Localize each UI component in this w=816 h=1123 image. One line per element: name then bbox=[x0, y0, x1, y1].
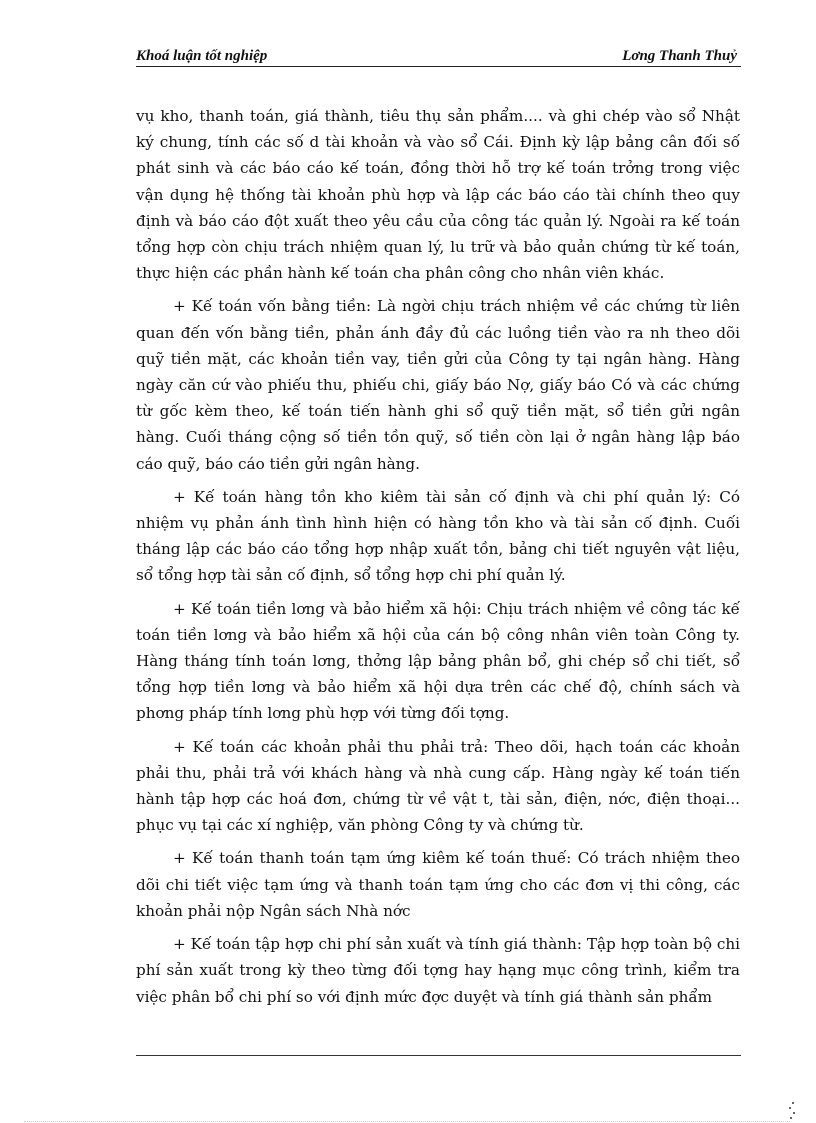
paragraph-advance-tax-accounting: + Kế toán thanh toán tạm ứng kiêm kế toán thuế: Có trách nhiệm theo dõi chi tiết việc tạm ứng và thanh toán tạm ứng cho các đơn vị thi công, các khoản phải nộp Ngân sách Nhà nớc bbox=[136, 849, 740, 920]
page-header bbox=[136, 48, 741, 67]
page-corner-marks bbox=[788, 1100, 796, 1122]
paragraph-inventory-accounting: + Kế toán hàng tồn kho kiêm tài sản cố định và chi phí quản lý: Có nhiệm vụ phản ánh tình hình hiện có hàng tồn kho và tài sản cố định. Cuối tháng lập các báo cáo tổng hợp nhập xuất tồn, bảng chi tiết nguyên vật liệu, sổ tổng hợp tài sản cố định, sổ tổng hợp chi phí quản lý. bbox=[136, 487, 740, 585]
header-author-name: Lơng Thanh Thuỷ bbox=[622, 48, 737, 64]
footer-divider bbox=[136, 1055, 741, 1056]
page-bottom-dotted-border bbox=[24, 1121, 790, 1122]
paragraph-general-accounting: vụ kho, thanh toán, giá thành, tiêu thụ sản phẩm.... và ghi chép vào sổ Nhật ký chung, tính các số d tài khoản và vào sổ Cái. Định kỳ lập bảng cân đối số phát sinh và các báo cáo kế toán, đồng thời hỗ trợ kế toán trởng trong việc vận dụng hệ thống tài khoản phù hợp và lập các báo cáo tài chính theo quy định và báo cáo đột xuất theo yêu cầu của công tác quản lý. Ngoài ra kế toán tổng hợp còn chịu trách nhiệm quan lý, lu trữ và bảo quản chứng từ kế toán, thực hiện các phần hành kế toán cha phân công cho nhân viên khác. bbox=[136, 107, 740, 283]
paragraph-cash-accounting: + Kế toán vốn bằng tiền: Là ngời chịu trách nhiệm về các chứng từ liên quan đến vốn bằng tiền, phản ánh đầy đủ các luồng tiền vào ra nh theo dõi quỹ tiền mặt, các khoản tiền vay, tiền gửi của Công ty tại ngân hàng. Hàng ngày căn cứ vào phiếu thu, phiếu chi, giấy báo Nợ, giấy báo Có và các chứng từ gốc kèm theo, kế toán tiến hành ghi sổ quỹ tiền mặt, sổ tiền gửi ngân hàng. Cuối tháng cộng số tiền tồn quỹ, số tiền còn lại ở ngân hàng lập báo cáo quỹ, báo cáo tiền gửi ngân hàng. bbox=[136, 297, 740, 473]
header-thesis-title: Khoá luận tốt nghiệp bbox=[136, 48, 268, 64]
document-body bbox=[136, 103, 740, 1017]
paragraph-payroll-accounting: + Kế toán tiền lơng và bảo hiểm xã hội: Chịu trách nhiệm về công tác kế toán tiền lơng và bảo hiểm xã hội của cán bộ công nhân viên toàn Công ty. Hàng tháng tính toán lơng, thởng lập bảng phân bổ, ghi chép sổ chi tiết, sổ tổng hợp tiền lơng và bảo hiểm xã hội dựa trên các chế độ, chính sách và phơng pháp tính lơng phù hợp với từng đối tợng. bbox=[136, 599, 740, 723]
paragraph-receivables-payables: + Kế toán các khoản phải thu phải trả: Theo dõi, hạch toán các khoản phải thu, phải trả với khách hàng và nhà cung cấp. Hàng ngày kế toán tiến hành tập hợp các hoá đơn, chứng từ về vật t, tài sản, điện, nớc, điện thoại... phục vụ tại các xí nghiệp, văn phòng Công ty và chứng từ. bbox=[136, 737, 740, 835]
paragraph-cost-accounting: + Kế toán tập hợp chi phí sản xuất và tính giá thành: Tập hợp toàn bộ chi phí sản xuất trong kỳ theo từng đối tợng hay hạng mục công trình, kiểm tra việc phân bổ chi phí so với định mức đợc duyệt và tính giá thành sản phẩm bbox=[136, 935, 740, 1006]
